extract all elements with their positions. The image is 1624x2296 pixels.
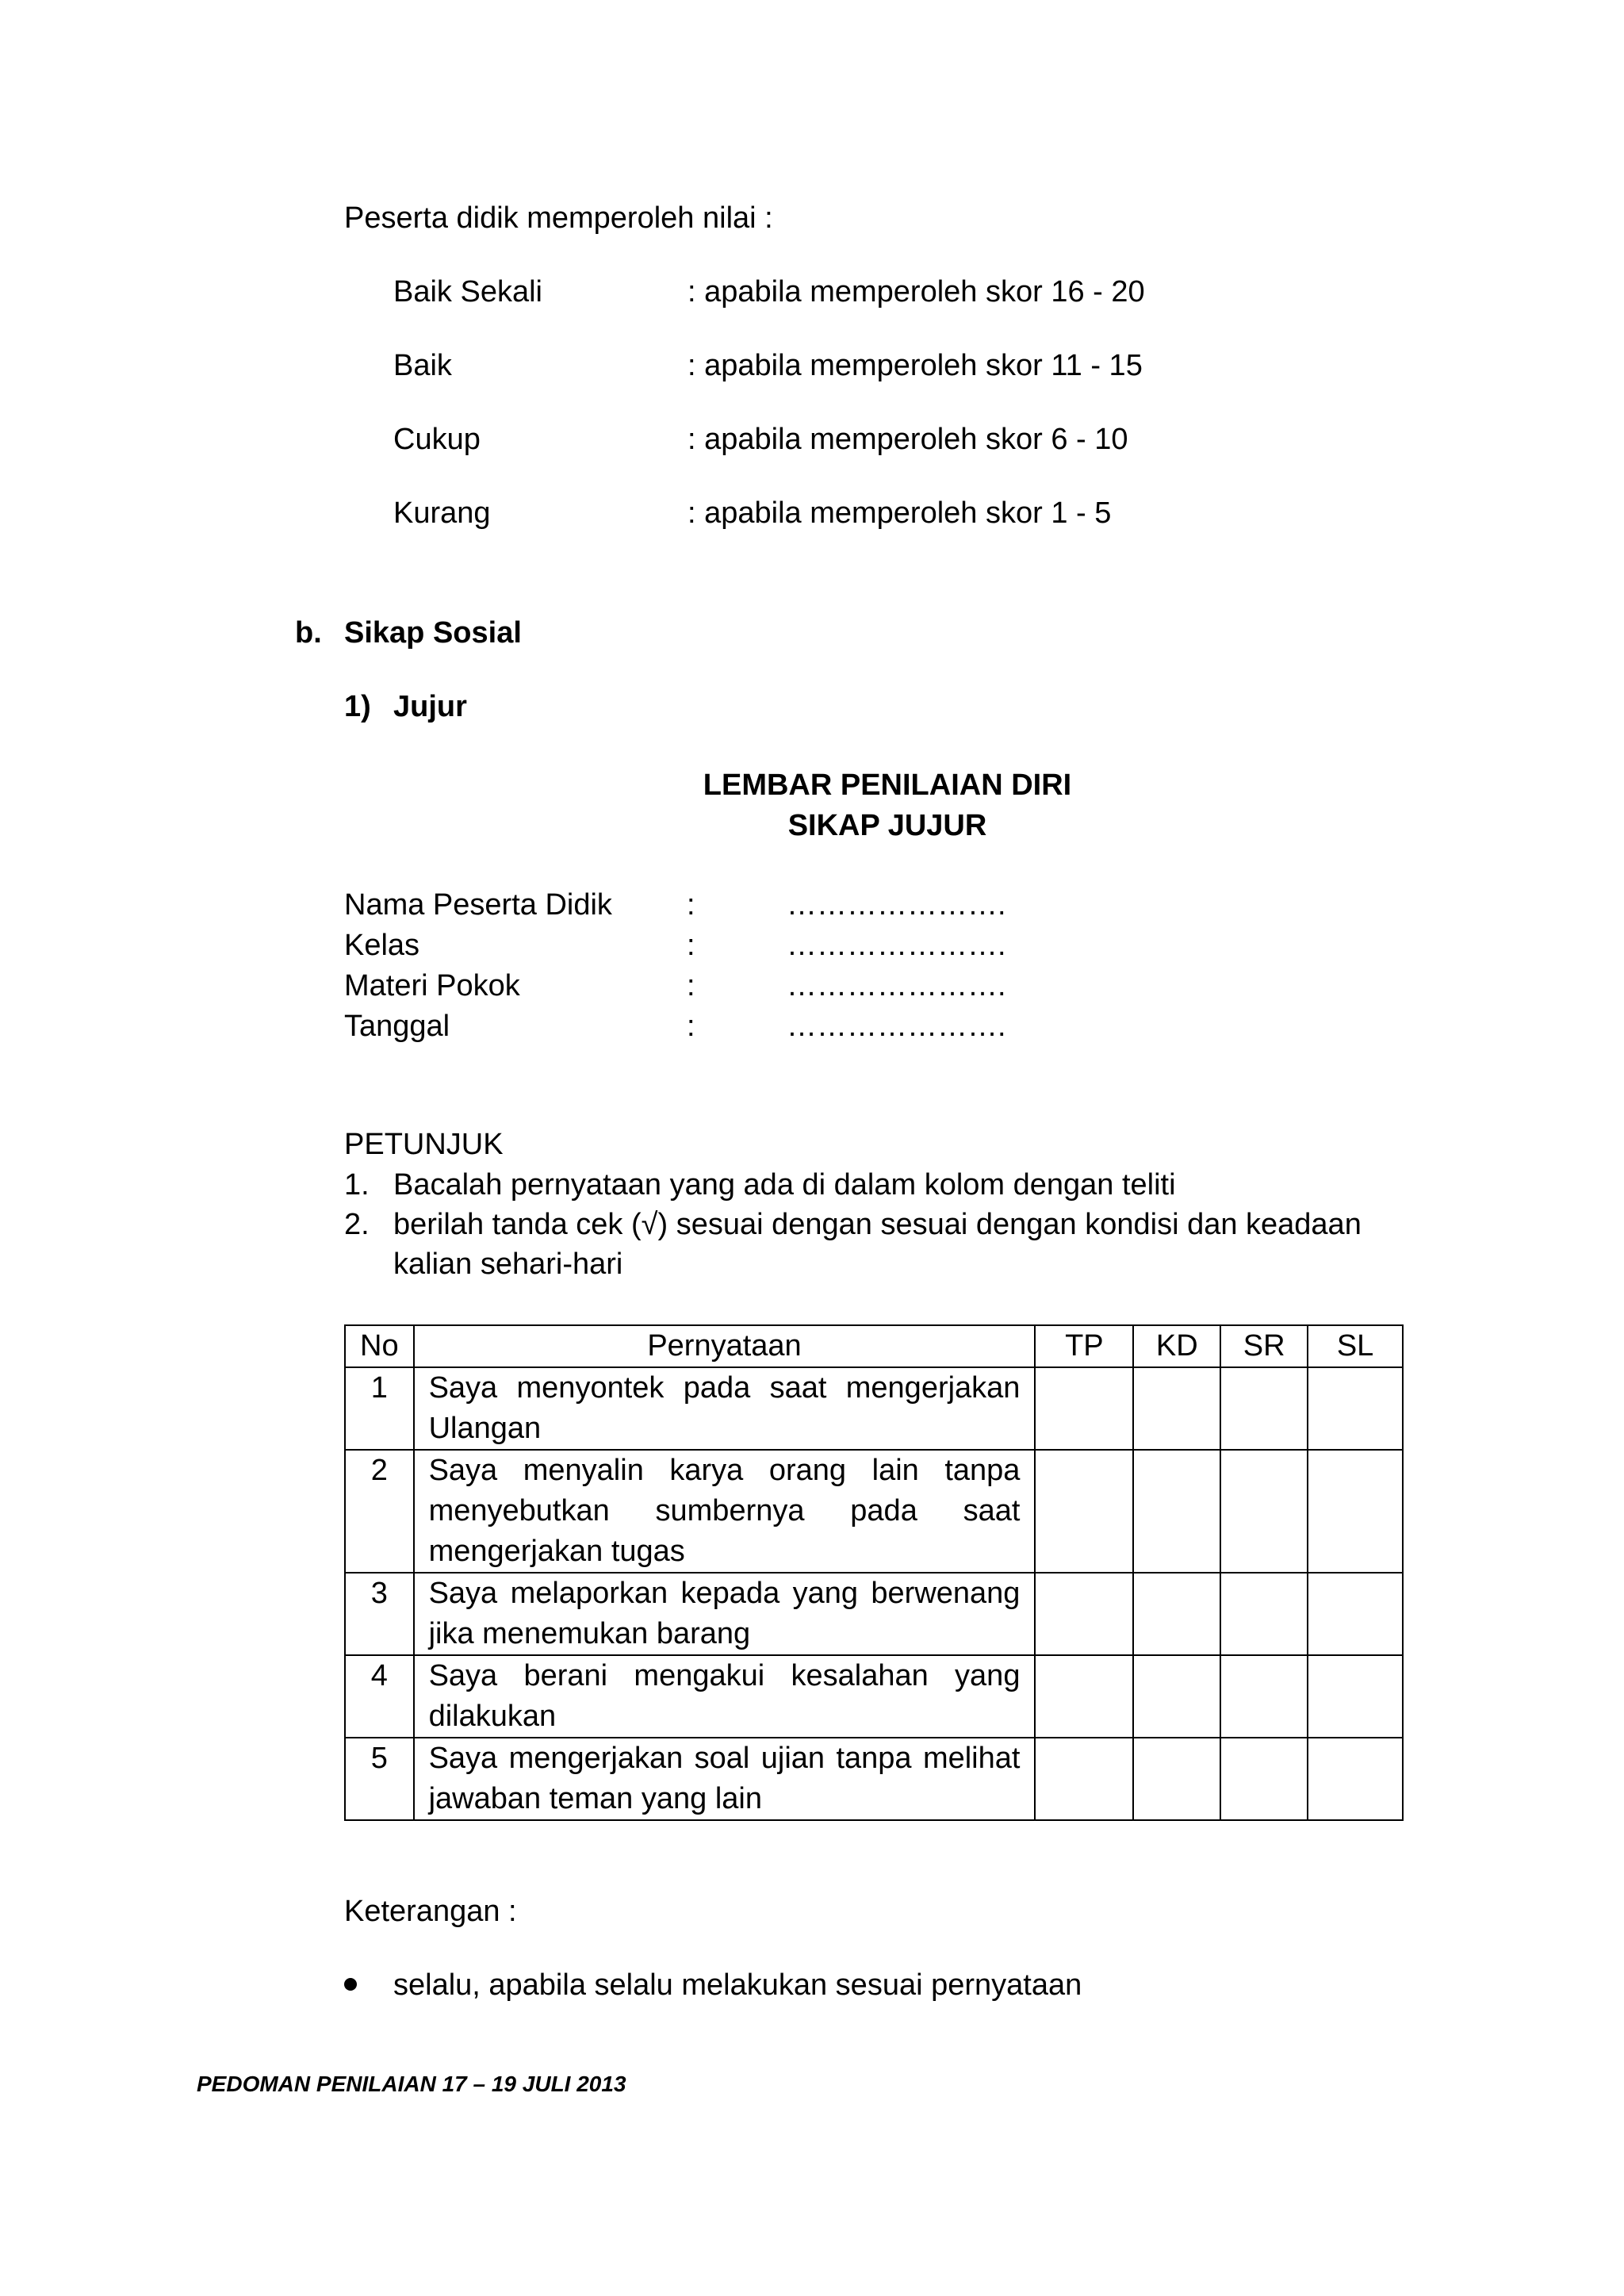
instruction-item — [344, 1205, 1399, 1284]
table-header-row — [345, 1325, 1403, 1367]
table-row — [345, 1573, 1403, 1655]
row-statement: Saya menyalin karya orang lain tanpa menyebutkan sumbernya pada saat mengerjakan tugas — [414, 1450, 1036, 1573]
check-cell-kd[interactable] — [1133, 1367, 1220, 1450]
field-row — [344, 885, 1296, 925]
check-cell-tp[interactable] — [1035, 1367, 1133, 1450]
header-no: No — [345, 1325, 414, 1367]
keterangan-text: selalu, apabila selalu melakukan sesuai pernyataan — [393, 1968, 1082, 2002]
page-footer: PEDOMAN PENILAIAN 17 – 19 JULI 2013 — [197, 2072, 626, 2096]
row-number: 3 — [345, 1573, 414, 1655]
check-cell-kd[interactable] — [1133, 1573, 1220, 1655]
instruction-text: Bacalah pernyataan yang ada di dalam kolom dengan teliti — [393, 1168, 1176, 1202]
grade-name: Cukup — [393, 423, 481, 456]
field-colon: : — [687, 1010, 695, 1043]
header-kd: KD — [1133, 1325, 1220, 1367]
intro-text: Peserta didik memperoleh nilai : — [344, 201, 773, 235]
table-row — [345, 1450, 1403, 1573]
row-number: 5 — [345, 1738, 414, 1820]
field-row — [344, 1006, 1296, 1046]
check-cell-sl[interactable] — [1308, 1573, 1403, 1655]
header-tp: TP — [1035, 1325, 1133, 1367]
instruction-number: 1. — [344, 1168, 370, 1202]
check-cell-kd[interactable] — [1133, 1450, 1220, 1573]
header-statement: Pernyataan — [414, 1325, 1036, 1367]
header-sl: SL — [1308, 1325, 1403, 1367]
sheet-title-line2: SIKAP JUJUR — [787, 809, 987, 842]
table-row — [345, 1367, 1403, 1450]
field-label: Materi Pokok — [344, 969, 520, 1002]
check-cell-sr[interactable] — [1220, 1738, 1308, 1820]
check-cell-kd[interactable] — [1133, 1655, 1220, 1738]
field-colon: : — [687, 929, 695, 962]
field-value: …………………. — [787, 888, 1006, 922]
check-cell-sr[interactable] — [1220, 1367, 1308, 1450]
check-cell-tp[interactable] — [1035, 1738, 1133, 1820]
grade-desc: : apabila memperoleh skor 1 - 5 — [688, 496, 1112, 530]
check-cell-sr[interactable] — [1220, 1573, 1308, 1655]
keterangan-heading: Keterangan : — [344, 1895, 517, 1928]
subsection-marker: 1) — [344, 690, 371, 723]
check-cell-tp[interactable] — [1035, 1450, 1133, 1573]
check-cell-tp[interactable] — [1035, 1573, 1133, 1655]
grade-name: Baik Sekali — [393, 275, 542, 309]
instruction-text: berilah tanda cek (√) sesuai dengan sesuai dengan kondisi dan keadaan kalian sehari-hari — [393, 1208, 1362, 1281]
check-cell-tp[interactable] — [1035, 1655, 1133, 1738]
instructions-list — [344, 1165, 1399, 1284]
table-row — [345, 1655, 1403, 1738]
row-number: 1 — [345, 1367, 414, 1450]
sheet-title-line1: LEMBAR PENILAIAN DIRI — [703, 769, 1072, 802]
section-title: Sikap Sosial — [344, 616, 522, 650]
instruction-number: 2. — [344, 1208, 370, 1241]
check-cell-sl[interactable] — [1308, 1450, 1403, 1573]
field-value: …………………. — [787, 1010, 1006, 1043]
row-statement: Saya berani mengakui kesalahan yang dilakukan — [414, 1655, 1036, 1738]
field-value: …………………. — [787, 969, 1006, 1002]
row-statement: Saya menyontek pada saat mengerjakan Ulangan — [414, 1367, 1036, 1450]
grade-name: Kurang — [393, 496, 491, 530]
row-number: 2 — [345, 1450, 414, 1573]
assessment-table — [344, 1324, 1404, 1821]
header-sr: SR — [1220, 1325, 1308, 1367]
field-row — [344, 926, 1296, 965]
check-cell-sl[interactable] — [1308, 1655, 1403, 1738]
subsection-title: Jujur — [393, 690, 467, 723]
field-label: Nama Peserta Didik — [344, 888, 612, 922]
field-row — [344, 966, 1296, 1006]
field-value: …………………. — [787, 929, 1006, 962]
row-statement: Saya melaporkan kepada yang berwenang jika menemukan barang — [414, 1573, 1036, 1655]
grade-desc: : apabila memperoleh skor 11 - 15 — [688, 349, 1143, 382]
grade-row — [393, 346, 1266, 385]
grade-row — [393, 420, 1266, 459]
grade-row — [393, 272, 1266, 312]
check-cell-sl[interactable] — [1308, 1738, 1403, 1820]
field-colon: : — [687, 888, 695, 922]
check-cell-sr[interactable] — [1220, 1450, 1308, 1573]
instruction-item — [344, 1165, 1399, 1205]
field-label: Tanggal — [344, 1010, 450, 1043]
grade-desc: : apabila memperoleh skor 16 - 20 — [688, 275, 1145, 309]
grade-row — [393, 493, 1266, 533]
row-statement: Saya mengerjakan soal ujian tanpa melihat jawaban teman yang lain — [414, 1738, 1036, 1820]
bullet-icon — [344, 1978, 357, 1991]
grade-name: Baik — [393, 349, 452, 382]
instructions-heading: PETUNJUK — [344, 1128, 504, 1161]
check-cell-kd[interactable] — [1133, 1738, 1220, 1820]
check-cell-sl[interactable] — [1308, 1367, 1403, 1450]
table-row — [345, 1738, 1403, 1820]
grade-desc: : apabila memperoleh skor 6 - 10 — [688, 423, 1128, 456]
field-colon: : — [687, 969, 695, 1002]
section-marker: b. — [295, 616, 322, 650]
field-label: Kelas — [344, 929, 420, 962]
check-cell-sr[interactable] — [1220, 1655, 1308, 1738]
row-number: 4 — [345, 1655, 414, 1738]
